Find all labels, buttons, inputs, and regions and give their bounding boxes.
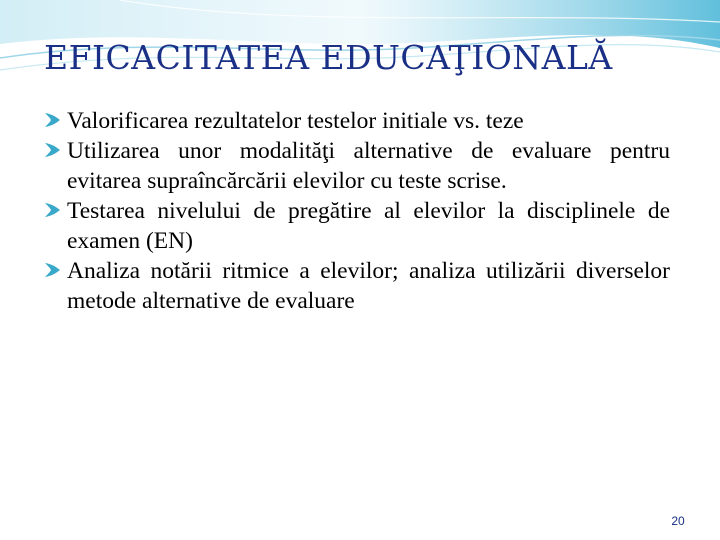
bullet-arrow-icon [42, 199, 66, 221]
bullet-text: Testarea nivelului de pregătire al elevilor la disciplinele de examen (EN) [67, 198, 670, 254]
bullet-item [42, 106, 670, 136]
bullet-arrow-icon [42, 259, 66, 281]
bullet-item [42, 196, 670, 256]
bullet-arrow-icon [42, 109, 66, 131]
bullet-list [42, 106, 670, 316]
bullet-text: Analiza notării ritmice a elevilor; analiza utilizării diverselor metode alternative de evaluare [67, 258, 670, 314]
bullet-text: Valorificarea rezultatelor testelor initiale vs. teze [67, 108, 524, 134]
bullet-text: Utilizarea unor modalităţi alternative de evaluare pentru evitarea supraîncărcării elevilor cu teste scrise. [67, 138, 670, 194]
bullet-item [42, 256, 670, 316]
bullet-arrow-icon [42, 139, 66, 161]
bullet-item [42, 136, 670, 196]
slide-number: 20 [671, 514, 685, 528]
slide-title: EFICACITATEA EDUCAŢIONALĂ [44, 38, 613, 77]
